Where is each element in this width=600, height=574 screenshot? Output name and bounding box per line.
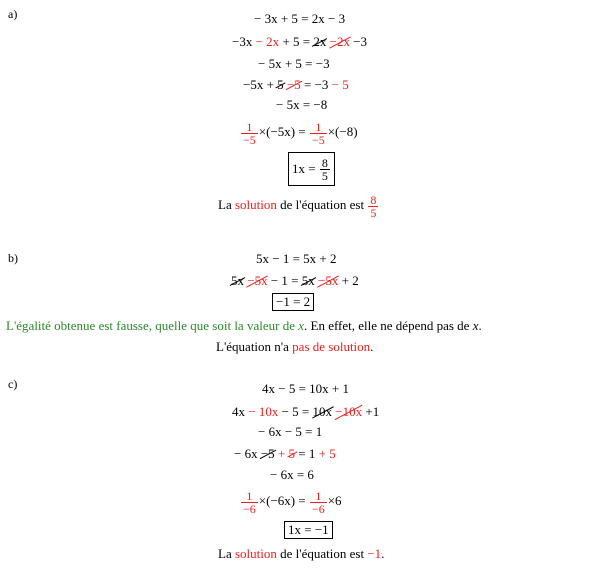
a-term: + 5 =	[282, 34, 311, 49]
c-term: − 5 =	[281, 404, 310, 419]
b-term: + 2	[341, 273, 359, 288]
a-fraction: $\frac{1}{-5}$	[311, 119, 325, 147]
c-cancelled-added-term: 5	[288, 446, 296, 461]
b-cancelled-term: 5x	[301, 273, 315, 288]
b-equation-line-1: 5x − 1 = 5x + 2	[256, 251, 337, 266]
a-term: ×(−8)	[327, 124, 358, 139]
c-fraction: $\frac{1}{-6}$	[311, 488, 325, 516]
a-cancelled-added-term: −2x	[329, 34, 350, 49]
c-term: 4x	[232, 404, 245, 419]
a-cancelled-term: 5	[277, 77, 284, 92]
c-cancelled-added-term: −10x	[335, 404, 363, 419]
b-conclusion-line-1: L'égalité obtenue est fausse, quelle que soit la valeur de x. En effet, elle ne dépend pas de x.	[6, 318, 482, 333]
c-equation-line-3: − 6x − 5 = 1	[258, 424, 323, 439]
a-cancelled-term: 2x	[313, 34, 327, 49]
b-no-solution: pas de solution	[292, 339, 371, 354]
a-cancelled-added-term: −5	[286, 77, 301, 92]
a-term: −3x	[232, 34, 253, 49]
a-added-term: − 5	[331, 77, 349, 92]
c-solution-sentence: La solution de l'équation est −1.	[218, 546, 385, 561]
b-cancelled-term: 5x	[231, 273, 244, 288]
a-fraction: $\frac{8}{5}$	[321, 155, 328, 183]
c-added-term: + 5	[318, 446, 336, 461]
b-cancelled-added-term: −5x	[318, 273, 339, 288]
b-equation-line-2	[231, 273, 359, 289]
c-equation-line-2	[232, 404, 379, 420]
c-cancelled-term: −5	[260, 446, 275, 461]
c-equation-line-6	[240, 486, 342, 516]
a-equation-line-1: − 3x + 5 = 2x − 3	[254, 11, 346, 26]
a-equation-line-3: − 5x + 5 = −3	[258, 56, 330, 71]
part-a-label: a)	[8, 7, 18, 21]
c-term: − 6x	[234, 446, 258, 461]
a-term: −5x +	[243, 77, 274, 92]
a-solution-value: $\frac{8}{5}$	[370, 192, 377, 220]
a-term: 1x =	[292, 161, 316, 176]
c-equation-line-4	[234, 446, 336, 462]
c-solution-value: −1	[367, 546, 382, 561]
a-result-box	[288, 152, 335, 186]
a-fraction: $\frac{1}{-5}$	[243, 119, 256, 147]
c-fraction: $\frac{1}{-6}$	[243, 488, 256, 516]
a-equation-line-4	[243, 77, 349, 93]
b-conclusion-line-2: L'équation n'a pas de solution.	[216, 339, 374, 354]
c-term: ×6	[327, 493, 342, 508]
c-term: = 1	[298, 446, 316, 461]
a-added-term: − 2x	[255, 34, 280, 49]
c-added-term: − 10x	[248, 404, 279, 419]
a-term: = −3	[304, 77, 329, 92]
c-solution-word: solution	[234, 546, 277, 561]
c-equation-line-5: − 6x = 6	[270, 467, 314, 482]
a-solution-sentence: La solution de l'équation est $\frac{8}{5}$	[218, 192, 377, 220]
c-added-term: +	[277, 446, 286, 461]
b-cancelled-added-term: −5x	[247, 273, 268, 288]
c-term: ×(−6x) =	[258, 493, 306, 508]
a-equation-line-6	[240, 117, 358, 147]
c-result-box: 1x = −1	[284, 521, 333, 539]
a-solution-word: solution	[234, 197, 277, 212]
a-term: ×(−5x) =	[258, 124, 306, 139]
b-term: − 1 =	[270, 273, 299, 288]
a-equation-line-2	[232, 34, 367, 50]
a-equation-line-5: − 5x = −8	[276, 97, 328, 112]
c-cancelled-term: 10x	[312, 404, 333, 419]
a-term: −3	[353, 34, 368, 49]
b-result-box: −1 = 2	[272, 293, 314, 311]
c-term: +1	[365, 404, 380, 419]
c-equation-line-1: 4x − 5 = 10x + 1	[262, 381, 349, 396]
part-c-label: c)	[8, 377, 18, 391]
part-b-label: b)	[8, 251, 18, 265]
